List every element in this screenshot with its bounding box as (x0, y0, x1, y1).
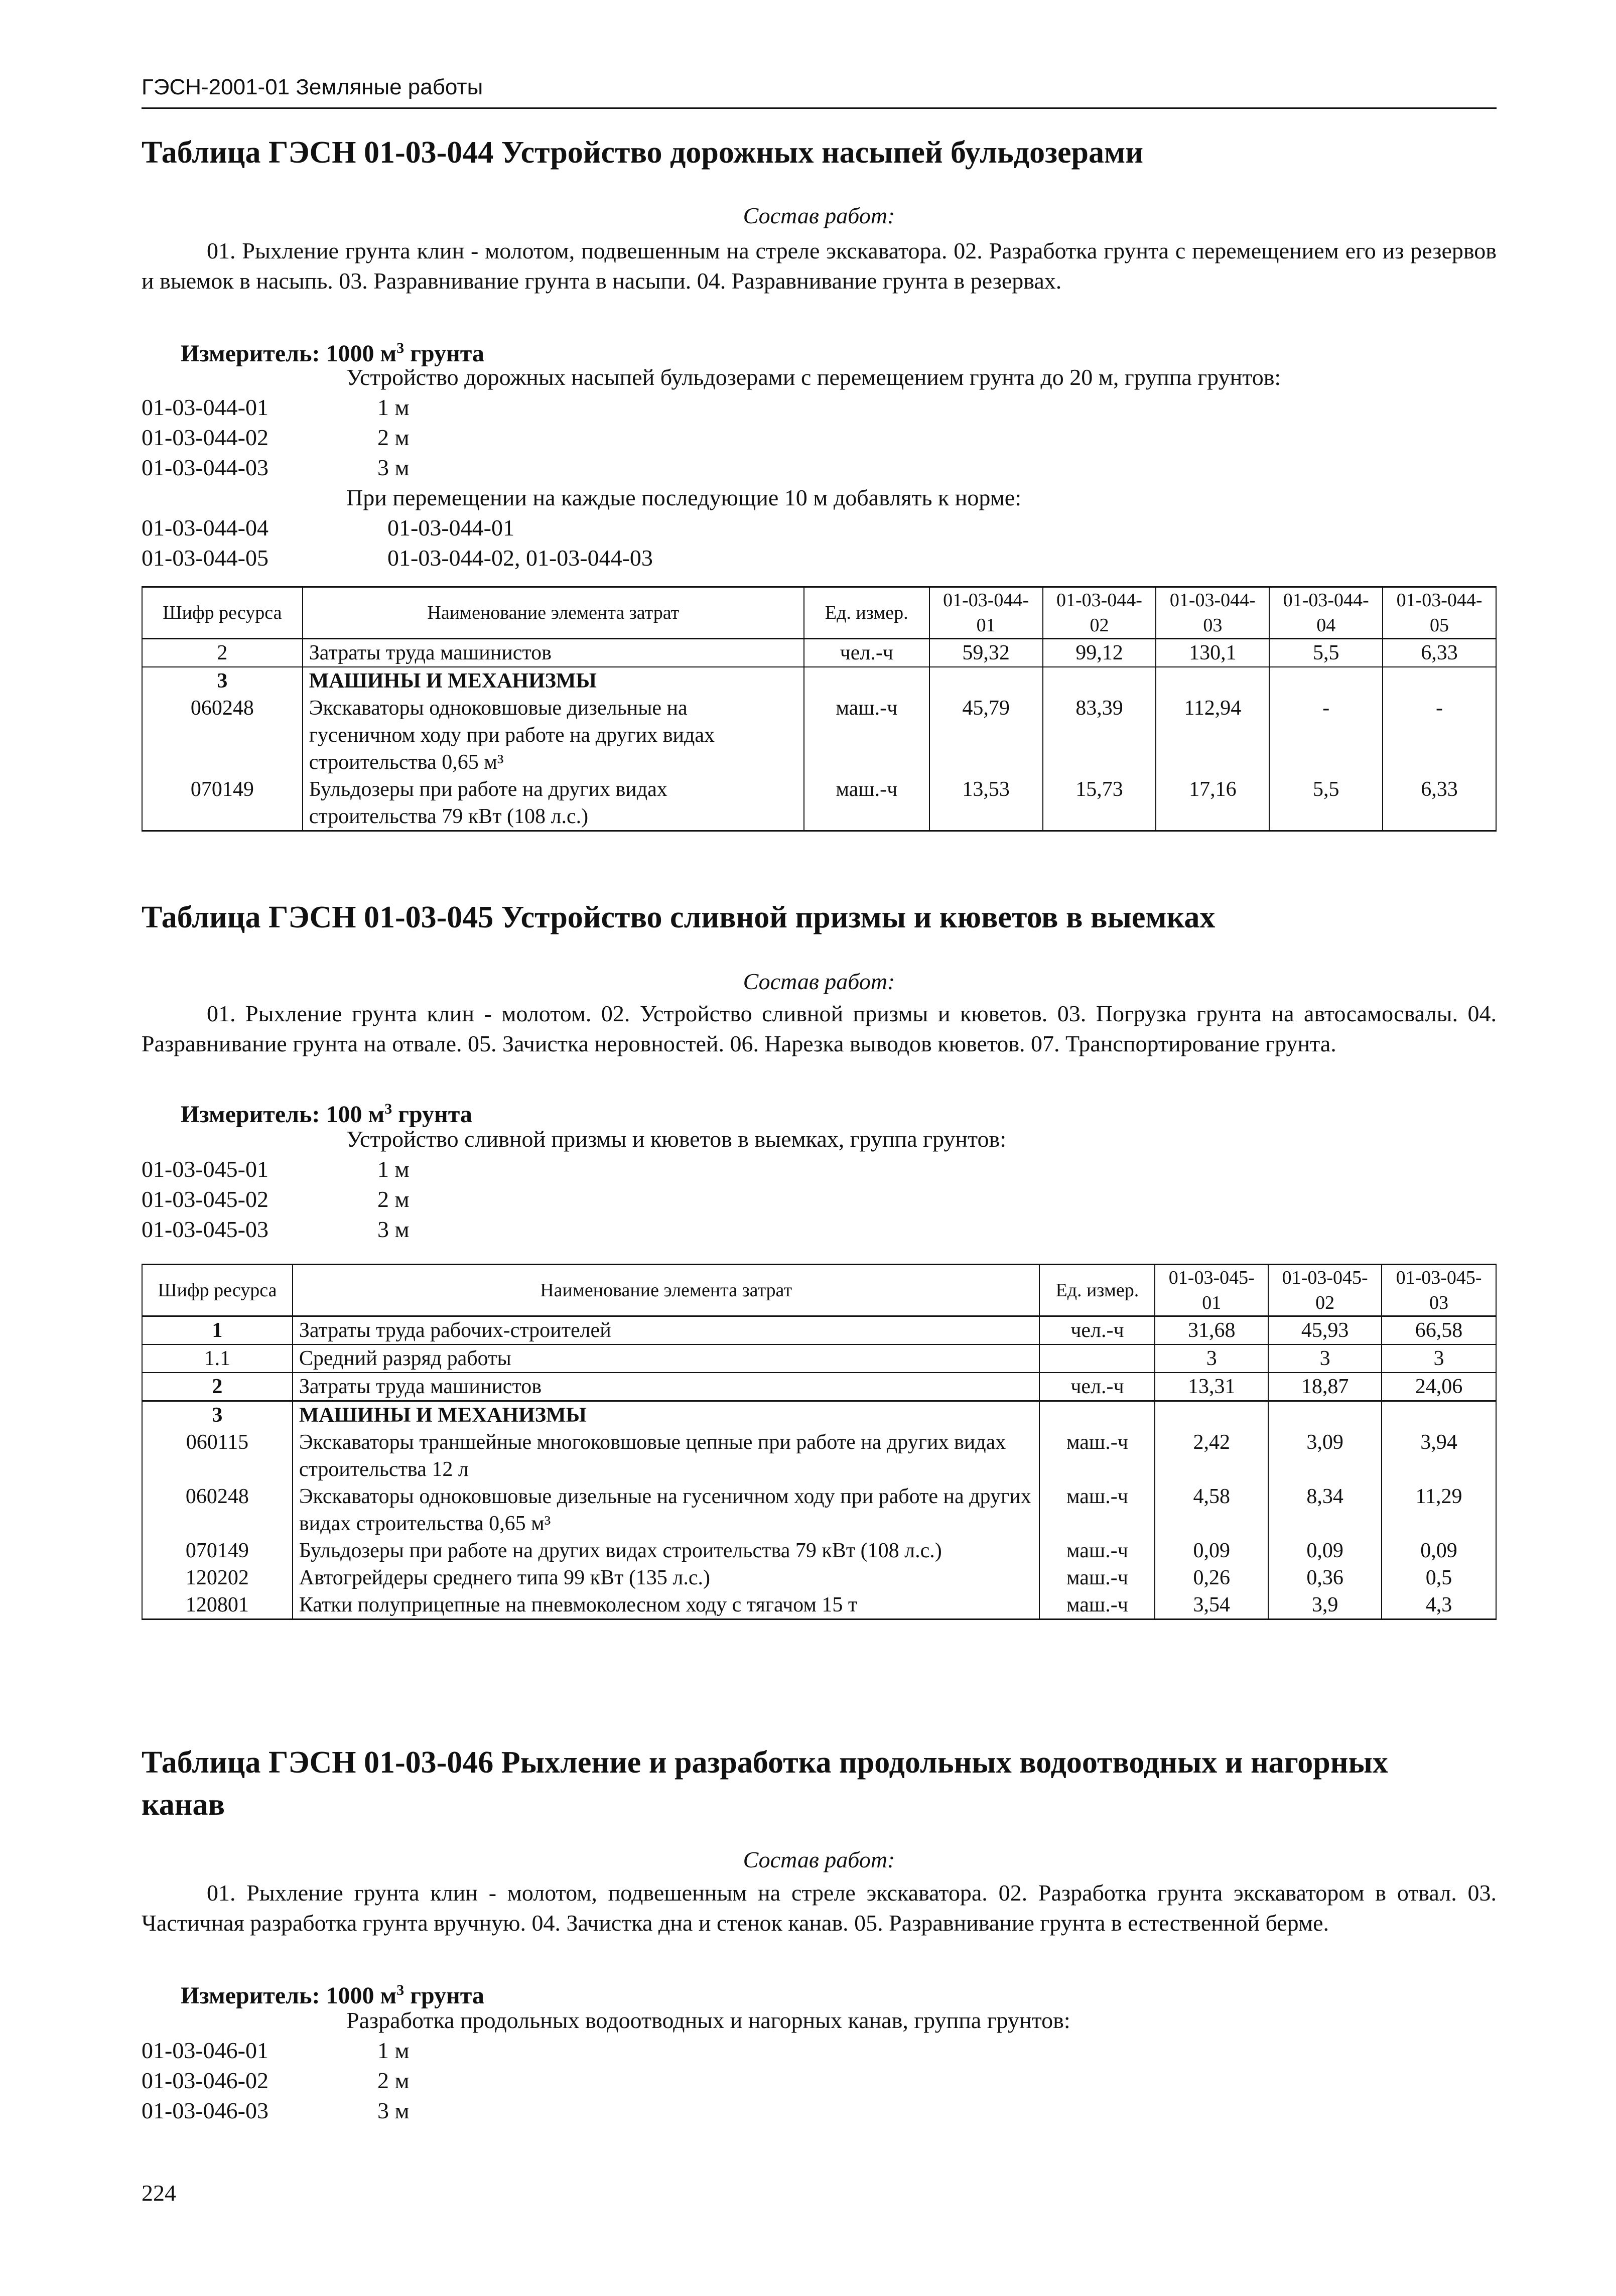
column-header: 01-03-044-04 (1269, 587, 1383, 639)
table-row (142, 1344, 1496, 1373)
table-cell (1382, 1401, 1496, 1429)
table-cell: 2 (142, 1373, 293, 1401)
measure-value: 1000 $м^3$ грунта (326, 340, 484, 367)
table-044-work-text: 01. Рыхление грунта клин - молотом, подвешенным на стреле экскаватора. 02. Разработка грунта с перемещением его из резервов и выемок в насыпь. 03. Разравнивание грунта в насыпи. 04. Разравнивание грунта в резервах. (142, 238, 1497, 294)
table-cell: 59,32 (929, 639, 1043, 667)
table-row (142, 1373, 1496, 1401)
table-cell: Затраты труда машинистов (293, 1373, 1040, 1401)
table-cell: Экскаваторы траншейные многоковшовые цепные при работе на других видах строительства 12 л (293, 1429, 1040, 1483)
table-cell: 3,94 (1382, 1429, 1496, 1483)
column-header: Наименование элемента затрат (303, 587, 804, 639)
table-row (142, 1429, 1496, 1483)
code-row: 01-03-045-02 2 м (142, 1186, 410, 1212)
column-header: 01-03-045-02 (1268, 1265, 1382, 1316)
table-046-work-text: 01. Рыхление грунта клин - молотом, подвешенным на стреле экскаватора. 02. Разработка грунта экскаватором в отвал. 03. Частичная разработка грунта вручную. 04. Зачистка дна и стенок канав. 05. Разравнивание грунта в естественной берме. (142, 1880, 1497, 1936)
table-cell: 1 (142, 1316, 293, 1345)
table-cell: 3 (142, 1401, 293, 1429)
measure-prefix: Измеритель: (181, 340, 320, 367)
table-cell: 5,5 (1269, 639, 1383, 667)
table-cell: 070149 (142, 776, 303, 831)
table-cell: 2,42 (1155, 1429, 1268, 1483)
table-cell: 060248 (142, 695, 303, 776)
table-cell: Бульдозеры при работе на других видах строительства 79 кВт (108 л.с.) (303, 776, 804, 831)
table-cell: 5,5 (1269, 776, 1383, 831)
table-cell: маш.-ч (1039, 1591, 1155, 1619)
table-row (142, 639, 1496, 667)
table-cell (1043, 667, 1156, 695)
column-header: 01-03-044-05 (1383, 587, 1496, 639)
column-header: 01-03-045-03 (1382, 1265, 1496, 1316)
table-row (142, 1483, 1496, 1537)
table-cell: Затраты труда машинистов (303, 639, 804, 667)
table-046-sostav-label: Состав работ: (743, 1847, 895, 1872)
table-cell (1039, 1401, 1155, 1429)
table-cell: 4,3 (1382, 1591, 1496, 1619)
table-cell: 3 (1382, 1344, 1496, 1373)
table-cell: 0,5 (1382, 1564, 1496, 1591)
column-header: Шифр ресурса (142, 587, 303, 639)
table-cell: чел.-ч (1039, 1316, 1155, 1345)
table-row (142, 776, 1496, 831)
table-cell: чел.-ч (804, 639, 929, 667)
column-header: 01-03-044-02 (1043, 587, 1156, 639)
table-cell: 0,09 (1155, 1537, 1268, 1564)
table-cell (1383, 667, 1496, 695)
table-cell: 120202 (142, 1564, 293, 1591)
table-045-work-text: 01. Рыхление грунта клин - молотом. 02. Устройство сливной призмы и кюветов. 03. Погрузка грунта на автосамосвалы. 04. Разравнивание грунта на отвале. 05. Зачистка неровностей. 06. Нарезка выводов кюветов. 07. Транспортирование грунта. (142, 1001, 1497, 1056)
code-row: 01-03-045-01 1 м (142, 1156, 410, 1182)
table-cell: 13,53 (929, 776, 1043, 831)
table-cell: 3,9 (1268, 1591, 1382, 1619)
table-046-intro: Разработка продольных водоотводных и нагорных канав, группа грунтов: (346, 2007, 1070, 2033)
table-cell: 060115 (142, 1429, 293, 1483)
table-cell: Экскаваторы одноковшовые дизельные на гусеничном ходу при работе на других видах строительства 0,65 м³ (293, 1483, 1040, 1537)
table-cell: 83,39 (1043, 695, 1156, 776)
measure-value: 1000 $м^3$ грунта (326, 1982, 484, 2009)
table-cell: 0,26 (1155, 1564, 1268, 1591)
code-row: 01-03-044-05 01-03-044-02, 01-03-044-03 (142, 545, 653, 571)
table-cell: 11,29 (1382, 1483, 1496, 1537)
table-cell: 0,36 (1268, 1564, 1382, 1591)
table-044-intro: Устройство дорожных насыпей бульдозерами с перемещением грунта до 20 м, группа грунтов: (346, 364, 1281, 390)
table-cell: маш.-ч (1039, 1483, 1155, 1537)
table-cell: 3 (1155, 1344, 1268, 1373)
table-045-intro: Устройство сливной призмы и кюветов в выемках, группа грунтов: (346, 1126, 1007, 1152)
code-row: 01-03-044-01 1 м (142, 394, 410, 420)
column-header: Ед. измер. (1039, 1265, 1155, 1316)
table-cell (1039, 1344, 1155, 1373)
table-cell: МАШИНЫ И МЕХАНИЗМЫ (303, 667, 804, 695)
column-header: Ед. измер. (804, 587, 929, 639)
table-cell: Средний разряд работы (293, 1344, 1040, 1373)
table-cell: 45,93 (1268, 1316, 1382, 1345)
table-cell: 15,73 (1043, 776, 1156, 831)
table-cell: 0,09 (1268, 1537, 1382, 1564)
table-cell: 112,94 (1156, 695, 1269, 776)
table-row (142, 1537, 1496, 1564)
code-row: 01-03-046-03 3 м (142, 2098, 410, 2123)
table-cell (804, 667, 929, 695)
code-row: 01-03-046-02 2 м (142, 2068, 410, 2093)
table-044-grid (142, 586, 1497, 832)
table-row (142, 695, 1496, 776)
table-044-intro2: При перемещении на каждые последующие 10 м добавлять к норме: (346, 485, 1022, 510)
table-row (142, 1564, 1496, 1591)
column-header: 01-03-044-01 (929, 587, 1043, 639)
code-row: 01-03-044-03 3 м (142, 455, 410, 480)
table-cell: маш.-ч (804, 695, 929, 776)
table-cell: 99,12 (1043, 639, 1156, 667)
table-cell: Экскаваторы одноковшовые дизельные на гусеничном ходу при работе на других видах строительства 0,65 м³ (303, 695, 804, 776)
table-header-row (142, 587, 1496, 639)
table-cell (1155, 1401, 1268, 1429)
table-cell: 0,09 (1382, 1537, 1496, 1564)
table-cell: 4,58 (1155, 1483, 1268, 1537)
measure-prefix: Измеритель: (181, 1101, 320, 1128)
table-cell: маш.-ч (1039, 1429, 1155, 1483)
table-cell: Бульдозеры при работе на других видах строительства 79 кВт (108 л.с.) (293, 1537, 1040, 1564)
table-cell: 24,06 (1382, 1373, 1496, 1401)
table-row-section (142, 1401, 1496, 1429)
table-cell: 45,79 (929, 695, 1043, 776)
table-cell: 060248 (142, 1483, 293, 1537)
table-cell: маш.-ч (804, 776, 929, 831)
table-cell: 18,87 (1268, 1373, 1382, 1401)
table-row (142, 1316, 1496, 1345)
table-cell: 6,33 (1383, 639, 1496, 667)
table-045-grid (142, 1264, 1497, 1620)
table-cell (1268, 1401, 1382, 1429)
running-header: ГЭСН-2001-01 Земляные работы (142, 75, 483, 99)
table-cell: 8,34 (1268, 1483, 1382, 1537)
code-row: 01-03-044-02 2 м (142, 425, 410, 450)
table-cell: - (1383, 695, 1496, 776)
code-row: 01-03-044-04 01-03-044-01 (142, 515, 514, 541)
table-cell (1269, 667, 1383, 695)
table-row-section (142, 667, 1496, 695)
code-row: 01-03-046-01 1 м (142, 2038, 410, 2063)
measure-value: 100 $м^3$ грунта (326, 1101, 472, 1128)
column-header: 01-03-045-01 (1155, 1265, 1268, 1316)
table-cell: маш.-ч (1039, 1564, 1155, 1591)
table-cell (929, 667, 1043, 695)
table-cell: 130,1 (1156, 639, 1269, 667)
table-row (142, 1591, 1496, 1619)
table-cell: - (1269, 695, 1383, 776)
table-cell: 2 (142, 639, 303, 667)
column-header: Шифр ресурса (142, 1265, 293, 1316)
table-045-sostav-label: Состав работ: (743, 969, 895, 994)
table-045-title: Таблица ГЭСН 01-03-045 Устройство сливной призмы и кюветов в выемках (142, 900, 1216, 934)
table-044-sostav-label: Состав работ: (743, 203, 895, 228)
table-cell: Автогрейдеры среднего типа 99 кВт (135 л.с.) (293, 1564, 1040, 1591)
table-cell: 6,33 (1383, 776, 1496, 831)
table-cell: 070149 (142, 1537, 293, 1564)
table-cell: 1.1 (142, 1344, 293, 1373)
table-cell: Катки полуприцепные на пневмоколесном ходу с тягачом 15 т (293, 1591, 1040, 1619)
table-cell (1156, 667, 1269, 695)
column-header: Наименование элемента затрат (293, 1265, 1040, 1316)
table-044-title: Таблица ГЭСН 01-03-044 Устройство дорожных насыпей бульдозерами (142, 136, 1143, 170)
table-header-row (142, 1265, 1496, 1316)
column-header: 01-03-044-03 (1156, 587, 1269, 639)
page-number: 224 (142, 2180, 176, 2206)
measure-prefix: Измеритель: (181, 1982, 320, 2009)
table-cell: 31,68 (1155, 1316, 1268, 1345)
table-cell: Затраты труда рабочих-строителей (293, 1316, 1040, 1345)
table-046-title: Таблица ГЭСН 01-03-046 Рыхление и разработка продольных водоотводных и нагорных канав (142, 1745, 1388, 1822)
table-cell: 3 (1268, 1344, 1382, 1373)
table-cell: чел.-ч (1039, 1373, 1155, 1401)
table-cell: 17,16 (1156, 776, 1269, 831)
code-row: 01-03-045-03 3 м (142, 1217, 410, 1242)
table-cell: МАШИНЫ И МЕХАНИЗМЫ (293, 1401, 1040, 1429)
table-cell: 3,54 (1155, 1591, 1268, 1619)
table-cell: 3 (142, 667, 303, 695)
table-cell: 66,58 (1382, 1316, 1496, 1345)
table-cell: маш.-ч (1039, 1537, 1155, 1564)
table-cell: 3,09 (1268, 1429, 1382, 1483)
table-cell: 120801 (142, 1591, 293, 1619)
header-divider (142, 107, 1497, 109)
table-cell: 13,31 (1155, 1373, 1268, 1401)
